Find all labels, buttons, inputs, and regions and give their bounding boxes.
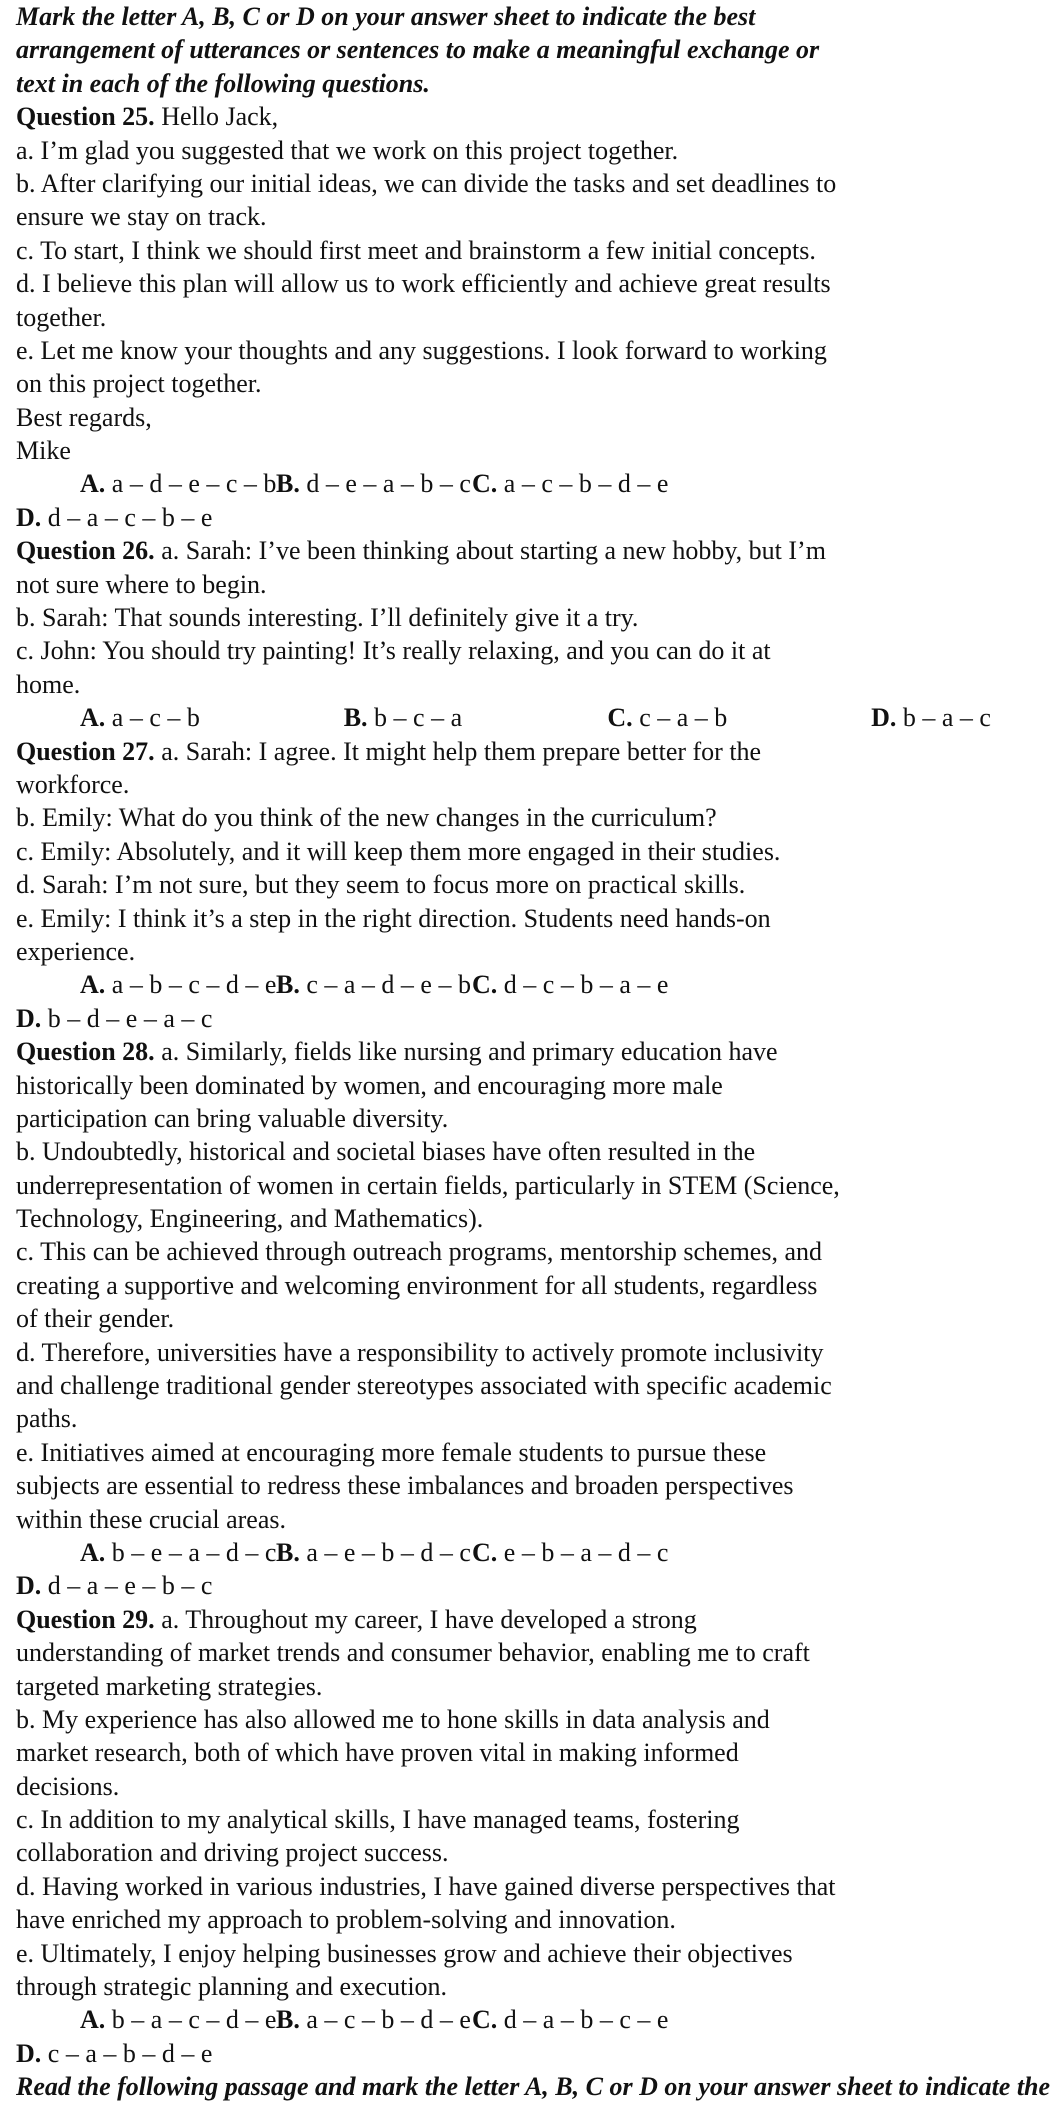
question-line: participation can bring valuable diversity. xyxy=(16,1103,449,1133)
option-text: d – a – c – b – e xyxy=(47,502,213,532)
question-line: historically been dominated by women, and encouraging more male xyxy=(16,1070,723,1100)
answer-options xyxy=(16,968,991,1001)
option-letter: C. xyxy=(472,2005,498,2035)
question-line: together. xyxy=(16,302,107,332)
question-text: a. Sarah: I agree. It might help them prepare better for the xyxy=(161,736,762,766)
option-text: c – a – b xyxy=(639,703,728,733)
option-letter: C. xyxy=(472,469,498,499)
option-letter: D. xyxy=(16,2038,42,2068)
question-line: c. This can be achieved through outreach programs, mentorship schemes, and xyxy=(16,1237,822,1267)
question-line: b. Sarah: That sounds interesting. I’ll definitely give it a try. xyxy=(16,603,639,633)
option-text: e – b – a – d – c xyxy=(503,1537,669,1567)
option-d[interactable] xyxy=(16,1569,991,1602)
option-text: b – d – e – a – c xyxy=(47,1003,213,1033)
question-line: Technology, Engineering, and Mathematics). xyxy=(16,1204,484,1234)
question-25 xyxy=(16,100,991,534)
option-letter: D. xyxy=(871,703,897,733)
answer-options xyxy=(16,701,991,734)
option-c[interactable] xyxy=(472,467,668,500)
option-c[interactable] xyxy=(472,2003,668,2036)
question-line: experience. xyxy=(16,936,136,966)
answer-options xyxy=(16,467,991,500)
answer-options xyxy=(16,2003,991,2036)
question-line: subjects are essential to redress these imbalances and broaden perspectives xyxy=(16,1471,794,1501)
option-text: a – c – b – d – e xyxy=(306,2005,471,2035)
question-line: not sure where to begin. xyxy=(16,569,267,599)
option-letter: B. xyxy=(276,469,300,499)
question-line: ensure we stay on track. xyxy=(16,202,267,232)
document-page xyxy=(16,0,1050,2102)
option-letter: C. xyxy=(472,1537,498,1567)
option-letter: D. xyxy=(16,502,42,532)
question-label: Question 28. xyxy=(16,1037,155,1067)
question-line: market research, both of which have proven vital in making informed xyxy=(16,1738,739,1768)
question-line: e. Emily: I think it’s a step in the right direction. Students need hands-on xyxy=(16,903,771,933)
option-c[interactable] xyxy=(607,701,871,734)
option-text: b – a – c xyxy=(902,703,991,733)
option-text: b – e – a – d – c xyxy=(111,1537,277,1567)
question-text: a. Sarah: I’ve been thinking about starting a new hobby, but I’m xyxy=(161,536,826,566)
instruction-line: text in each of the following questions. xyxy=(16,68,430,98)
question-text: a. Throughout my career, I have developed a strong xyxy=(161,1604,697,1634)
option-text: b – c – a xyxy=(374,703,463,733)
option-text: a – c – b xyxy=(111,703,200,733)
question-line: b. Undoubtedly, historical and societal biases have often resulted in the xyxy=(16,1137,756,1167)
question-line: have enriched my approach to problem-solving and innovation. xyxy=(16,1905,676,1935)
question-line: c. John: You should try painting! It’s really relaxing, and you can do it at xyxy=(16,636,771,666)
option-text: a – e – b – d – c xyxy=(306,1537,471,1567)
question-line: d. I believe this plan will allow us to work efficiently and achieve great results xyxy=(16,269,831,299)
option-letter: C. xyxy=(472,970,498,1000)
option-text: d – a – b – c – e xyxy=(503,2005,669,2035)
question-27 xyxy=(16,735,991,1036)
question-line: e. Let me know your thoughts and any suggestions. I look forward to working xyxy=(16,335,827,365)
question-line: through strategic planning and execution. xyxy=(16,1972,448,2002)
option-b[interactable] xyxy=(276,968,472,1001)
option-letter: A. xyxy=(80,2005,106,2035)
next-section-instruction: Read the following passage and mark the letter A, B, C or D on your answer sheet to indicate the xyxy=(16,2072,1050,2102)
answer-options xyxy=(16,1536,991,1569)
option-c[interactable] xyxy=(472,968,668,1001)
option-d[interactable] xyxy=(16,501,991,534)
option-letter: A. xyxy=(80,703,106,733)
question-label: Question 27. xyxy=(16,736,155,766)
question-first-line xyxy=(16,735,991,768)
option-letter: B. xyxy=(276,970,300,1000)
option-letter: C. xyxy=(607,703,633,733)
question-line: Best regards, xyxy=(16,402,152,432)
option-a[interactable] xyxy=(80,968,276,1001)
question-line: and challenge traditional gender stereotypes associated with specific academic xyxy=(16,1371,832,1401)
option-letter: B. xyxy=(276,2005,300,2035)
question-line: creating a supportive and welcoming environment for all students, regardless xyxy=(16,1270,818,1300)
option-text: a – c – b – d – e xyxy=(503,469,669,499)
option-text: d – a – e – b – c xyxy=(47,1571,213,1601)
question-line: d. Therefore, universities have a responsibility to actively promote inclusivity xyxy=(16,1337,824,1367)
option-text: a – d – e – c – b xyxy=(111,469,277,499)
question-first-line xyxy=(16,1603,991,1636)
question-line: a. I’m glad you suggested that we work on this project together. xyxy=(16,135,679,165)
question-line: collaboration and driving project success. xyxy=(16,1838,449,1868)
option-d[interactable] xyxy=(16,2037,991,2070)
next-section-cutoff xyxy=(16,2070,1050,2102)
option-letter: D. xyxy=(16,1571,42,1601)
question-line: c. To start, I think we should first meet and brainstorm a few initial concepts. xyxy=(16,235,816,265)
question-line: decisions. xyxy=(16,1771,120,1801)
option-b[interactable] xyxy=(276,2003,472,2036)
question-line: paths. xyxy=(16,1404,78,1434)
question-line: d. Having worked in various industries, I have gained diverse perspectives that xyxy=(16,1871,836,1901)
instruction-line: Mark the letter A, B, C or D on your answer sheet to indicate the best xyxy=(16,2,756,31)
question-line: underrepresentation of women in certain fields, particularly in STEM (Science, xyxy=(16,1170,840,1200)
option-text: d – c – b – a – e xyxy=(503,970,669,1000)
question-label: Question 29. xyxy=(16,1604,155,1634)
question-line: e. Ultimately, I enjoy helping businesses grow and achieve their objectives xyxy=(16,1938,793,1968)
question-line: on this project together. xyxy=(16,369,262,399)
option-letter: A. xyxy=(80,1537,106,1567)
option-a[interactable] xyxy=(80,2003,276,2036)
option-d[interactable] xyxy=(16,1002,991,1035)
question-line: understanding of market trends and consumer behavior, enabling me to craft xyxy=(16,1638,810,1668)
option-a[interactable] xyxy=(80,701,344,734)
question-label: Question 25. xyxy=(16,102,155,132)
question-line: c. Emily: Absolutely, and it will keep them more engaged in their studies. xyxy=(16,836,781,866)
option-letter: B. xyxy=(276,1537,300,1567)
option-letter: A. xyxy=(80,469,106,499)
option-b[interactable] xyxy=(344,701,608,734)
question-first-line xyxy=(16,1035,991,1068)
instruction-line: arrangement of utterances or sentences to make a meaningful exchange or xyxy=(16,35,820,65)
question-line: within these crucial areas. xyxy=(16,1504,286,1534)
option-d[interactable] xyxy=(871,701,991,734)
question-line: c. In addition to my analytical skills, I have managed teams, fostering xyxy=(16,1805,740,1835)
question-line: home. xyxy=(16,669,81,699)
option-b[interactable] xyxy=(276,1536,472,1569)
question-26 xyxy=(16,534,991,734)
question-line: b. After clarifying our initial ideas, we can divide the tasks and set deadlines to xyxy=(16,168,837,198)
option-text: c – a – b – d – e xyxy=(47,2038,213,2068)
option-text: b – a – c – d – e xyxy=(111,2005,277,2035)
question-28 xyxy=(16,1035,991,1603)
instruction xyxy=(16,0,991,100)
option-a[interactable] xyxy=(80,1536,276,1569)
option-c[interactable] xyxy=(472,1536,668,1569)
question-first-line xyxy=(16,100,991,133)
option-b[interactable] xyxy=(276,467,472,500)
question-29 xyxy=(16,1603,991,2070)
question-line: of their gender. xyxy=(16,1304,175,1334)
option-letter: D. xyxy=(16,1003,42,1033)
option-letter: B. xyxy=(343,703,368,733)
option-text: d – e – a – b – c xyxy=(306,469,471,499)
question-line: workforce. xyxy=(16,769,130,799)
question-text: Hello Jack, xyxy=(161,102,279,132)
question-first-line xyxy=(16,534,991,567)
option-text: c – a – d – e – b xyxy=(306,970,471,1000)
question-line: e. Initiatives aimed at encouraging more female students to pursue these xyxy=(16,1437,767,1467)
question-label: Question 26. xyxy=(16,536,155,566)
question-line: b. Emily: What do you think of the new changes in the curriculum? xyxy=(16,803,717,833)
option-text: a – b – c – d – e xyxy=(111,970,277,1000)
question-line: targeted marketing strategies. xyxy=(16,1671,323,1701)
option-a[interactable] xyxy=(80,467,276,500)
option-letter: A. xyxy=(80,970,106,1000)
question-line: Mike xyxy=(16,436,71,466)
question-text: a. Similarly, fields like nursing and primary education have xyxy=(161,1037,778,1067)
question-line: b. My experience has also allowed me to hone skills in data analysis and xyxy=(16,1704,770,1734)
question-line: d. Sarah: I’m not sure, but they seem to focus more on practical skills. xyxy=(16,870,746,900)
